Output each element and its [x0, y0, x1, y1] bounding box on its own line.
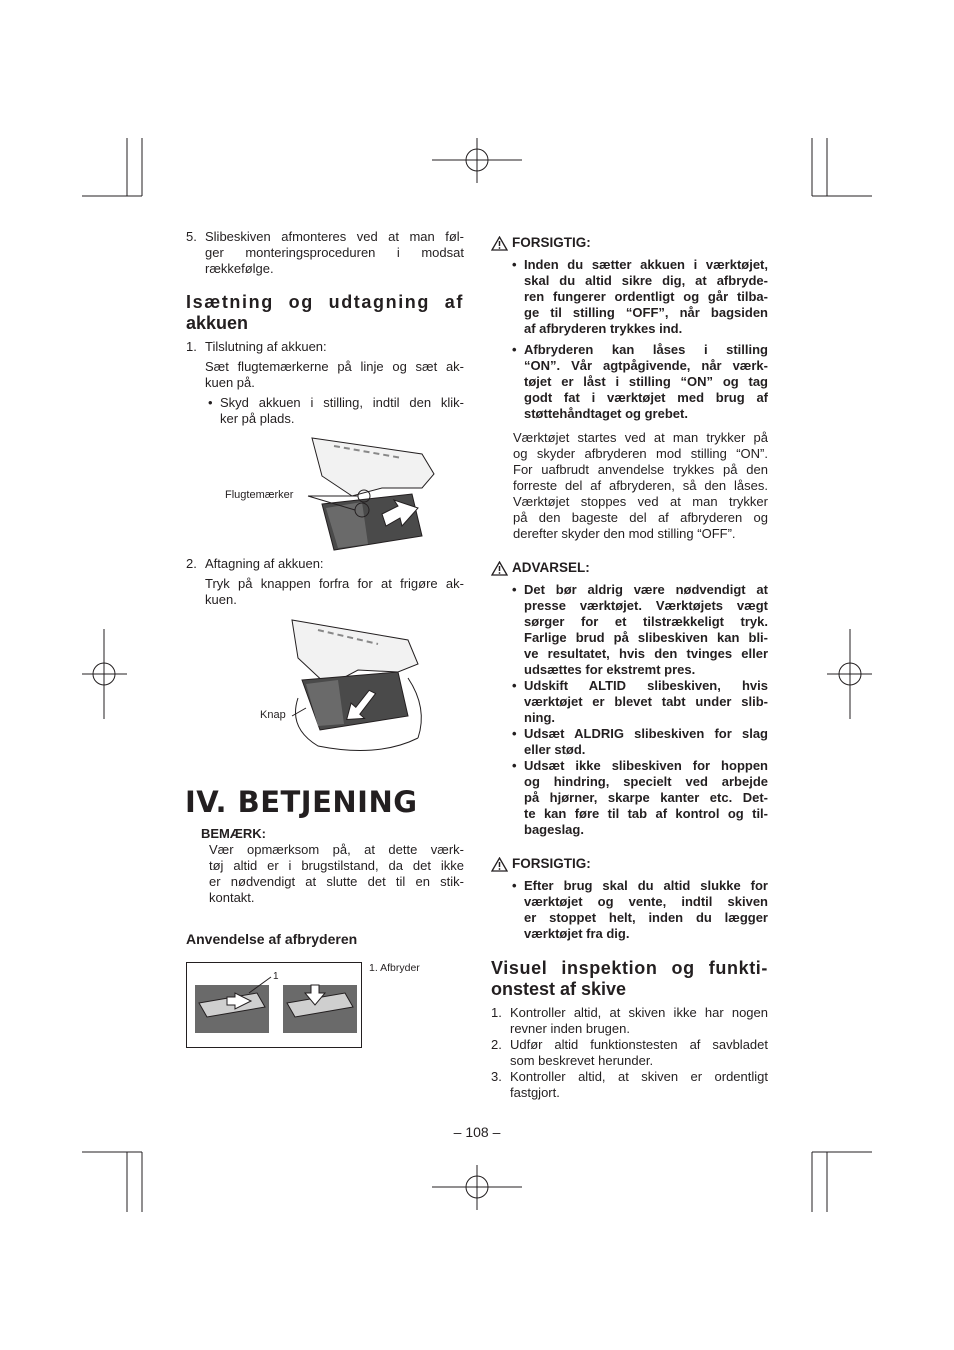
switch-caption: 1. Afbryder [369, 962, 420, 974]
warning-triangle-icon [491, 561, 508, 576]
warning-triangle-icon [491, 236, 508, 251]
list-item: 2. Udfør altid funktionstesten af savbladet som beskrevet herunder. [491, 1037, 768, 1068]
caution-block-2 [491, 855, 768, 942]
caution-heading-1: FORSIGTIG: [491, 234, 768, 252]
item-2-remove-battery: 2. Aftagning af akkuen: Tryk på knappen forfra for at frigøre ak- kuen. [186, 556, 464, 607]
warning-triangle-icon [491, 857, 508, 872]
warning-bullet-1: • Det bør aldrig være nødvendigt at presse værktøjet. Værktøjets vægt sørger for et tilstrækkeligt tryk. Farlige brud på slibeskiven kan bli- ve resultatet, hvis den tvinges eller udsættes for ekstremt pres. [512, 582, 768, 677]
warning-heading: ADVARSEL: [491, 559, 768, 577]
operation-paragraph: Værktøjet startes ved at man trykker på og skyder afbryderen mod stilling “ON”. For uafbrudt anvendelse trykkes på den forreste del af afbryderen, så den låses. Værktøjet stoppes ved at man trykker på den bageste del af afbryderen og derefter skyder den mod stilling “OFF”. [513, 430, 768, 541]
step-5: 5. Slibeskiven afmonteres ved at man føl- ger monteringsproceduren i modsat rækkefølge. [186, 229, 464, 276]
page-number: – 108 – [453, 1124, 501, 1140]
section-heading-inspection: Visuel inspektion og funkti- onstest af skive [491, 958, 768, 999]
caution-1-bullet-1: • Inden du sætter akkuen i værktøjet, skal du altid sikre dig, at afbryde- ren fungerer ordentligt og går tilba- ge til stilling “OFF”, når bagsiden af afbryderen trykkes ind. [512, 257, 768, 336]
battery-remove-illustration [258, 618, 430, 758]
inspection-list [491, 1005, 768, 1101]
caution-1-bullet-2: • Afbryderen kan låses i stilling “ON”. Vår agtpågivende, når værk- tøjet er låst i stilling “ON” og tag godt fat i værktøjet med brug af støttehåndtaget og grebet. [512, 342, 768, 421]
section-heading-battery: Isætning og udtagning af akkuen [186, 292, 464, 333]
list-item: 3. Kontroller altid, at skiven er ordentligt fastgjort. [491, 1069, 768, 1100]
switch-callout-number: 1 [273, 971, 279, 982]
list-item: 1. Kontroller altid, at skiven ikke har nogen revner inden brugen. [491, 1005, 768, 1036]
switch-figure [186, 962, 362, 1048]
button-label: Knap [260, 709, 286, 721]
caution-heading-2: FORSIGTIG: [491, 855, 768, 873]
caution-2-bullet-1: • Efter brug skal du altid slukke for værktøjet og vente, indtil skiven er stoppet helt, inden du lægger værktøjet fra dig. [512, 878, 768, 941]
switch-usage-heading: Anvendelse af afbryderen [186, 931, 358, 947]
warning-bullet-4: • Udsæt ikke slibeskiven for hoppen og hindring, specielt ved arbejde på hjørner, skarpe kanter etc. Det- te kan føre til tab af kontrol og til- bageslag. [512, 758, 768, 837]
warning-bullet-3: • Udsæt ALDRIG slibeskiven for slag eller stød. [512, 726, 768, 757]
chapter-title: IV. BETJENING [185, 785, 418, 819]
warning-block [491, 559, 768, 838]
alignment-marks-label: Flugtemærker [225, 489, 294, 501]
item-1-attach-battery: 1. Tilslutning af akkuen: Sæt flugtemærkerne på linje og sæt ak- kuen på. • Skyd akkuen i stilling, indtil den klik- ker på plads. [186, 339, 464, 426]
note-block: BEMÆRK: Vær opmærksom på, at dette værk- tøj altid er i brugstilstand, da det ikke er nødvendigt at slutte det til en stik- kontakt. [201, 826, 464, 905]
caution-block-1 [491, 234, 768, 422]
warning-bullet-2: • Udskift ALTID slibeskiven, hvis værktøjet er blevet tabt under slib- ning. [512, 678, 768, 725]
